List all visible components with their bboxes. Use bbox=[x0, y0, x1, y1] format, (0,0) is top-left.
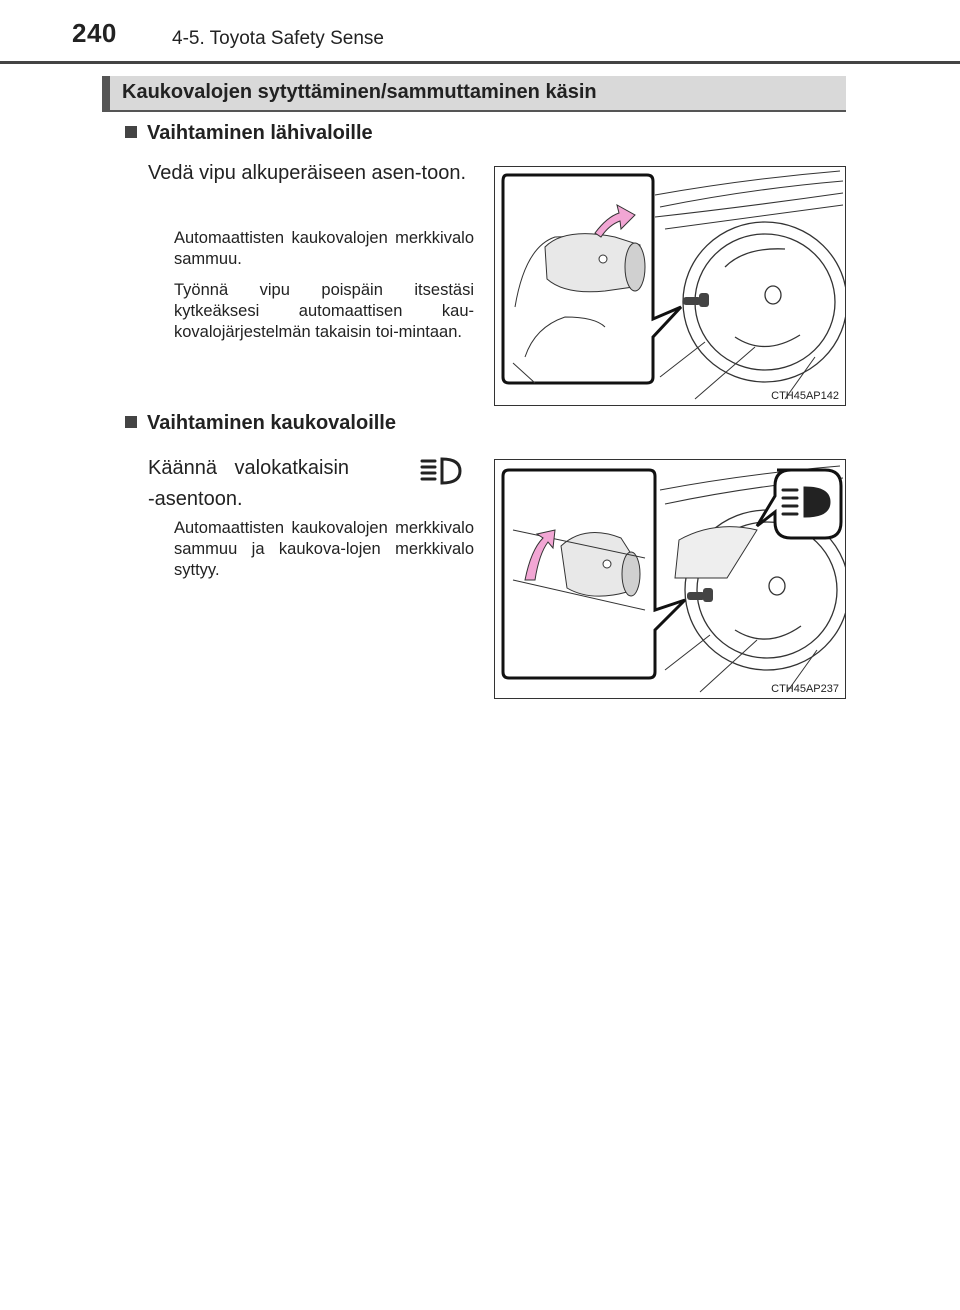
low-beam-illustration bbox=[495, 167, 846, 406]
high-beam-instruction-part-2: -asentoon. bbox=[148, 488, 243, 510]
high-beam-note-1: Automaattisten kaukovalojen merkkivalo sammuu ja kaukova-lojen merkkivalo syttyy. bbox=[174, 519, 474, 579]
section-title-bar bbox=[102, 76, 846, 112]
high-beam-heading-text: Vaihtaminen kaukovaloille bbox=[147, 412, 396, 434]
section-reference: 4-5. Toyota Safety Sense bbox=[172, 28, 384, 49]
page-number: 240 bbox=[72, 18, 117, 48]
section-title: Kaukovalojen sytyttäminen/sammuttaminen käsin bbox=[122, 81, 597, 103]
square-bullet-icon bbox=[125, 416, 137, 428]
figure-code: CTH45AP237 bbox=[771, 683, 839, 695]
low-beam-heading-text: Vaihtaminen lähivaloille bbox=[147, 122, 373, 144]
low-beam-figure bbox=[494, 166, 846, 406]
high-beam-notes bbox=[174, 518, 474, 591]
figure-code: CTH45AP142 bbox=[771, 390, 839, 402]
square-bullet-icon bbox=[125, 126, 137, 138]
low-beam-instruction: Vedä vipu alkuperäiseen asen-toon. bbox=[148, 162, 467, 184]
high-beam-icon bbox=[418, 456, 464, 486]
high-beam-figure bbox=[494, 459, 846, 699]
low-beam-note-1: Automaattisten kaukovalojen merkkivalo sammuu. bbox=[174, 229, 474, 268]
low-beam-heading bbox=[125, 122, 373, 145]
low-beam-notes bbox=[174, 228, 474, 353]
header-rule bbox=[0, 61, 960, 64]
low-beam-note-2: Työnnä vipu poispäin itsestäsi kytkeäksesi automaattisen kau-kovalojärjestelmän takaisin toi-mintaan. bbox=[174, 281, 474, 341]
high-beam-heading bbox=[125, 412, 396, 435]
high-beam-instruction-part-1: Käännä valokatkaisin bbox=[148, 457, 350, 479]
high-beam-illustration bbox=[495, 460, 846, 699]
section-accent bbox=[102, 76, 110, 110]
